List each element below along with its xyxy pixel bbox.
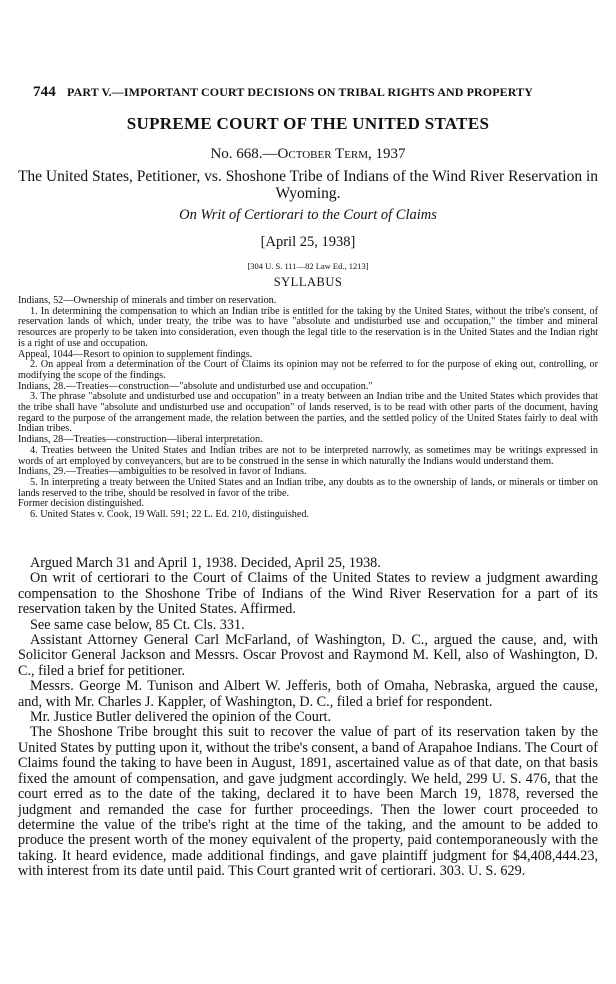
docket-term: October Term, 1937 xyxy=(277,146,406,162)
syllabus-paragraph: Appeal, 1044—Resort to opinion to supplement findings. xyxy=(18,348,253,360)
syllabus-paragraph: Indians, 52—Ownership of minerals and timber on reservation. xyxy=(18,295,277,306)
docket-line xyxy=(16,146,600,163)
syllabus-paragraph: Indians, 29.—Treaties—ambiguities to be resolved in favor of Indians. xyxy=(18,466,307,478)
body-paragraph: Argued March 31 and April 1, 1938. Decided, April 25, 1938. xyxy=(30,555,381,571)
syllabus-paragraph: Indians, 28—Treaties—construction—liberal interpretation. xyxy=(18,434,263,446)
body-paragraph: Messrs. George M. Tunison and Albert W. Jefferis, both of Omaha, Nebraska, argued the cause, and, with Mr. Charles J. Kappler, of Washington, D. C., filed a brief for respondent. xyxy=(18,678,598,710)
body-paragraph: The Shoshone Tribe brought this suit to recover the value of part of its reservation taken by the United States by putting upon it, without the tribe's consent, a band of Arapahoe Indians. The Court of Claims found the taking to have been in August, 1891, ascertained value as of that date, on that basis fixed the amount of compensation, and gave judgment accordingly. We held, 299 U. S. 476, that the court erred as to the date of the taking, declared it to have been March 19, 1878, reversed the judgment and remanded the case for further proceedings. Then the lower court proceeded to determine the value of the tribe's right at the time of the taking, and the amount to be added to produce the present worth of the money equivalent of the property, paid contemporaneously with the taking. It heard evidence, made additional findings, and gave plaintiff judgment for $4,408,444.23, with interest from its date until paid. This Court granted writ of certiorari. 303. U. S. 629. xyxy=(18,724,598,880)
writ-line: On Writ of Certiorari to the Court of Claims xyxy=(179,207,437,223)
running-header xyxy=(33,84,593,101)
body-paragraph: Assistant Attorney General Carl McFarland, of Washington, D. C., argued the cause, and, with Solicitor General Jackson and Messrs. Oscar Provost and Raymond M. Kell, also of Washington, D. C., filed a brief for petitioner. xyxy=(18,632,598,679)
syllabus-paragraph: Former decision distinguished. xyxy=(18,498,144,510)
syllabus-paragraph: 2. On appeal from a determination of the Court of Claims its opinion may not be referred to for the purpose of eking out, controlling, or modifying the scope of the findings. xyxy=(18,359,598,381)
case-citation: [304 U. S. 111—82 Law Ed., 1213] xyxy=(247,261,369,271)
decision-date: [April 25, 1938] xyxy=(260,234,356,250)
running-title: PART V.—IMPORTANT COURT DECISIONS ON TRIBAL RIGHTS AND PROPERTY xyxy=(67,85,533,99)
syllabus-paragraph: 1. In determining the compensation to which an Indian tribe is entitled for the taking by the United States, without the tribe's consent, of reservation lands of which, under treaty, the tribe was to have "absolute and undisturbed use and occupation," the timber and mineral resources are properly to be taken into consideration, even though the legal title to the reservation is in the United States and the Indian right is a right of use and occupation. xyxy=(18,305,598,349)
syllabus-paragraph: 4. Treaties between the United States and Indian tribes are not to be interpreted narrowly, as sometimes may be writings expressed in words of art employed by conveyancers, but are to be construed in the sense in which naturally the Indians would understand them. xyxy=(18,444,598,467)
body-paragraph: See same case below, 85 Ct. Cls. 331. xyxy=(30,616,245,633)
court-name: SUPREME COURT OF THE UNITED STATES xyxy=(126,114,490,133)
syllabus-paragraph: Indians, 28.—Treaties—construction—"absolute and undisturbed use and occupation." xyxy=(18,380,373,392)
syllabus-section xyxy=(18,296,598,521)
body-paragraph: On writ of certiorari to the Court of Claims of the United States to review a judgment awarding compensation to the Shoshone Tribe of Indians of the Wind River Reservation for a part of its reservation taken by the United States. Affirmed. xyxy=(18,570,598,618)
body-paragraph: Mr. Justice Butler delivered the opinion of the Court. xyxy=(30,709,332,726)
syllabus-paragraph: 5. In interpreting a treaty between the United States and an Indian tribe, any doubts as to the ownership of lands, or minerals or timber on lands reserved to the tribe, should be resolved in favor of the tribe. xyxy=(18,476,598,499)
case-parties: The United States, Petitioner, vs. Shoshone Tribe of Indians of the Wind River Reservation in Wyoming. xyxy=(17,168,599,202)
syllabus-paragraph: 6. United States v. Cook, 19 Wall. 591; 22 L. Ed. 210, distinguished. xyxy=(30,509,310,521)
docket-number: No. 668.— xyxy=(210,146,278,162)
opinion-body xyxy=(18,556,598,880)
page-number: 744 xyxy=(33,84,56,100)
syllabus-paragraph: 3. The phrase "absolute and undisturbed use and occupation" in a treaty between an Indian tribe and the United States which provides that the tribe shall have "absolute and undisturbed use and occupation" of lands reserved, is to be read with other parts of the document, having regard to the purpose of the arrangement made, the relation between the parties, and the settled policy of the United States fairly to deal with Indian tribes. xyxy=(18,391,598,435)
syllabus-heading: SYLLABUS xyxy=(273,275,343,289)
